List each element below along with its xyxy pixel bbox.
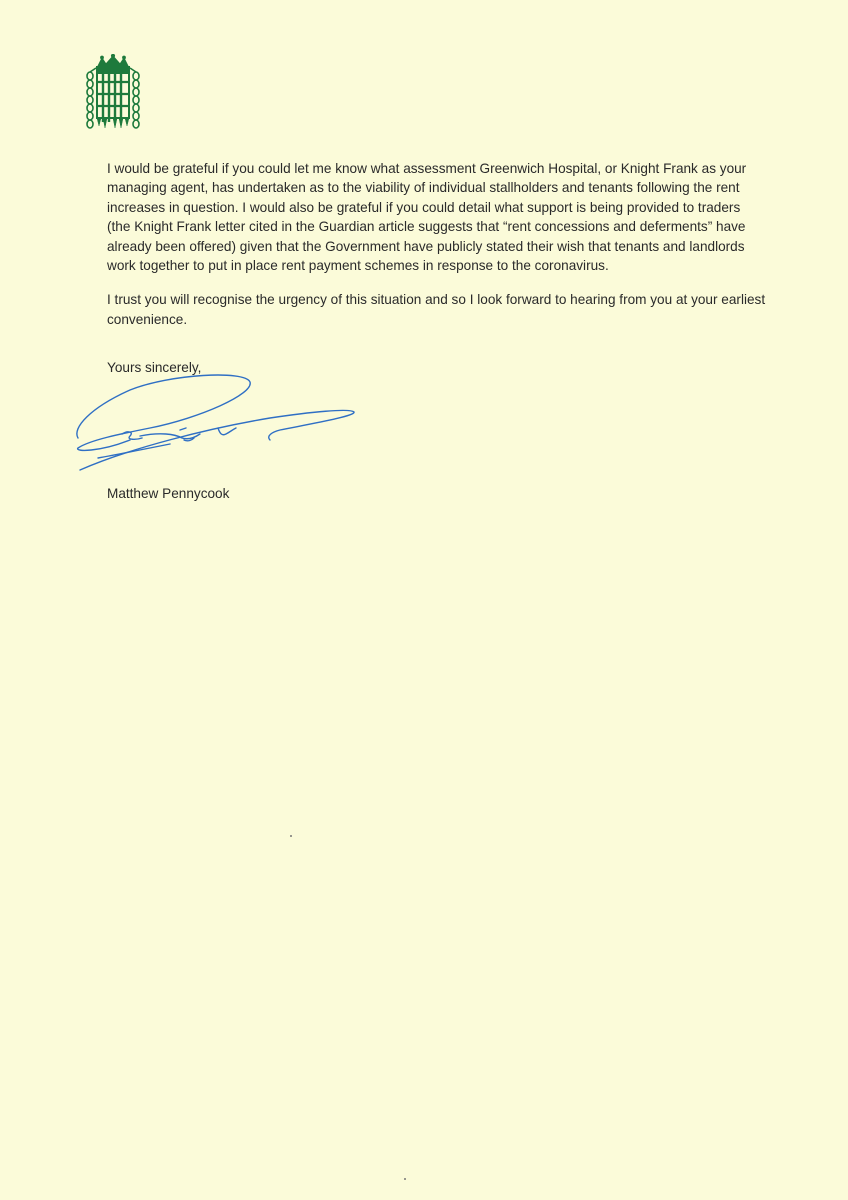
paragraph-assessment: I would be grateful if you could let me know what assessment Greenwich Hospital, or Knight Frank as your managing agent, has undertaken as to the viability of individual stallholders and tenants following the rent increases in question. I would also be grateful if you could detail what support is being provided to traders (the Knight Frank letter cited in the Guardian article suggests that “rent concessions and deferments” have already been offered) given that the Government have publicly stated their wish that tenants and landlords work together to put in place rent payment schemes in response to the coronavirus. bbox=[107, 161, 747, 274]
closing-salutation: Yours sincerely, bbox=[107, 360, 202, 375]
scan-speck bbox=[290, 835, 292, 837]
paragraph-urgency: I trust you will recognise the urgency of this situation and so I look forward to hearing from you at your earliest convenience. bbox=[107, 292, 766, 327]
scan-speck bbox=[404, 1178, 406, 1180]
letter-body bbox=[107, 159, 767, 344]
handwritten-signature-icon bbox=[70, 368, 370, 480]
portcullis-crest-icon bbox=[80, 54, 146, 132]
signer-name: Matthew Pennycook bbox=[107, 486, 230, 501]
